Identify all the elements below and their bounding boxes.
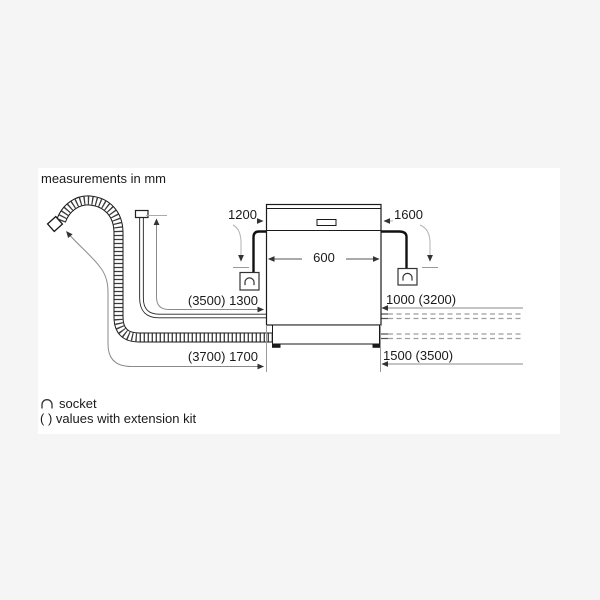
page-title: measurements in mm xyxy=(41,171,166,186)
leader-1600-curve xyxy=(420,225,430,261)
supply-hose-cap xyxy=(136,211,149,218)
dishwasher-base xyxy=(273,325,380,344)
dim-supply-left-label: (3500) 1300 xyxy=(187,293,258,308)
legend-socket-label: socket xyxy=(59,396,97,411)
power-cable-left xyxy=(254,232,268,274)
dim-1200-label: 1200 xyxy=(228,207,257,222)
socket-left-icon xyxy=(240,273,259,291)
dashed-hoses-right xyxy=(381,314,522,339)
dim-1600-label: 1600 xyxy=(394,207,423,222)
dishwasher-foot-left xyxy=(272,344,281,348)
dishwasher xyxy=(267,205,382,348)
dishwasher-handle xyxy=(317,220,336,226)
dim-supply-right-label: 1000 (3200) xyxy=(386,292,457,307)
legend-extension-label: ( ) values with extension kit xyxy=(40,411,197,426)
socket-right-icon xyxy=(398,269,417,286)
dishwasher-foot-right xyxy=(373,344,382,348)
power-cable-right xyxy=(380,232,407,270)
dim-drain-left-label: (3700) 1700 xyxy=(187,349,258,364)
dimension-lines-left xyxy=(67,216,264,367)
dim-600-label: 600 xyxy=(302,250,346,265)
dim-drain-right-label: 1500 (3500) xyxy=(383,348,454,363)
leader-1200-curve xyxy=(233,225,241,261)
socket-icon xyxy=(40,398,54,409)
